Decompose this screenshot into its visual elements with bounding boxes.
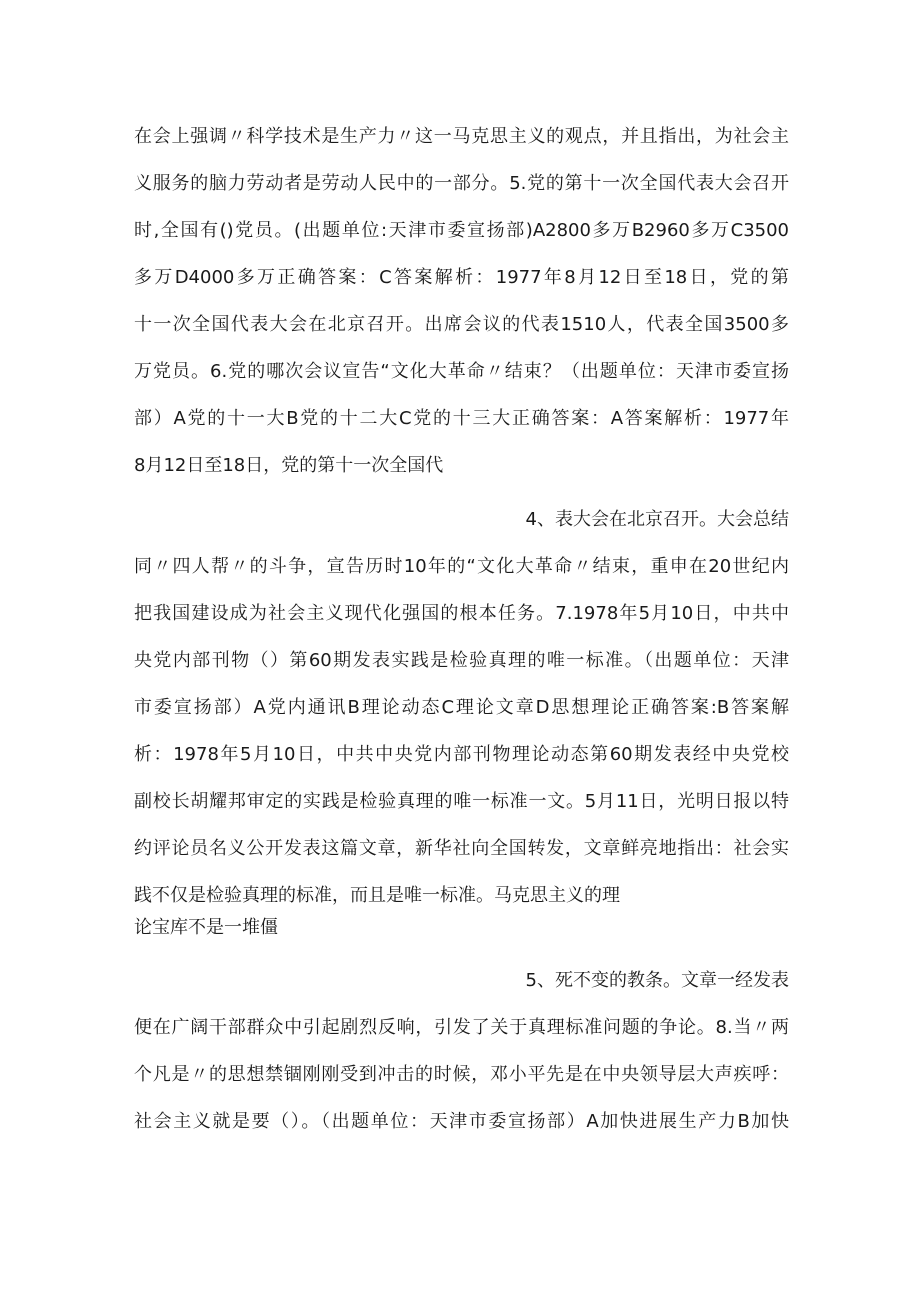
body-text-line: 央党内部刊物（）第60期发表实践是检验真理的唯一标准。（出题单位：天津 (134, 650, 789, 671)
body-text-line: 个凡是〃的思想禁锢刚刚受到冲击的时候，邓小平先是在中央领导层大声疾呼： (134, 1064, 789, 1085)
body-text-line: 十一次全国代表大会在北京召开。出席会议的代表1510人，代表全国3500多 (134, 314, 789, 335)
body-text-line: 多万D4000多万正确答案：C答案解析：1977年8月12日至18日，党的第 (134, 267, 789, 288)
body-text-line: 部）A党的十一大B党的十二大C党的十三大正确答案：A答案解析：1977年 (134, 408, 789, 429)
body-text-line: 践不仅是检验真理的标准，而且是唯一标准。马克思主义的理 (134, 885, 620, 906)
body-text-line: 把我国建设成为社会主义现代化强国的根本任务。7.1978年5月10日，中共中 (134, 603, 789, 624)
body-text-line: 论宝库不是一堆僵 (134, 917, 278, 938)
body-text-line: 义服务的脑力劳动者是劳动人民中的一部分。5.党的第十一次全国代表大会召开 (134, 173, 789, 194)
body-text-line: 约评论员名义公开发表这篇文章，新华社向全国转发，文章鲜亮地指出：社会实 (134, 838, 789, 859)
section-heading-line: 5、死不变的教条。文章一经发表 (525, 970, 789, 991)
body-text-line: 市委宣扬部）A党内通讯B理论动态C理论文章D思想理论正确答案:B答案解 (134, 697, 789, 718)
body-text-line: 万党员。6.党的哪次会议宣告“文化大革命〃结束？（出题单位：天津市委宣扬 (134, 361, 789, 382)
body-text-line: 析：1978年5月10日，中共中央党内部刊物理论动态第60期发表经中央党校 (134, 744, 789, 765)
body-text-line: 社会主义就是要（）。（出题单位：天津市委宣扬部）A加快进展生产力B加快 (134, 1111, 789, 1132)
body-text-line: 在会上强调〃科学技术是生产力〃这一马克思主义的观点，并且指出，为社会主 (134, 126, 789, 147)
section-heading-line: 4、表大会在北京召开。大会总结 (525, 509, 789, 530)
body-text-line: 同〃四人帮〃的斗争，宣告历时10年的“文化大革命〃结束，重申在20世纪内 (134, 556, 789, 577)
body-text-line: 时,全国有()党员。(出题单位:天津市委宣扬部)A2800多万B2960多万C3500 (134, 220, 789, 241)
body-text-line: 副校长胡耀邦审定的实践是检验真理的唯一标准一文。5月11日，光明日报以特 (134, 791, 789, 812)
body-text-line: 8月12日至18日，党的第十一次全国代 (134, 455, 444, 476)
body-text-line: 便在广阔干部群众中引起剧烈反响，引发了关于真理标准问题的争论。8.当〃两 (134, 1017, 789, 1038)
